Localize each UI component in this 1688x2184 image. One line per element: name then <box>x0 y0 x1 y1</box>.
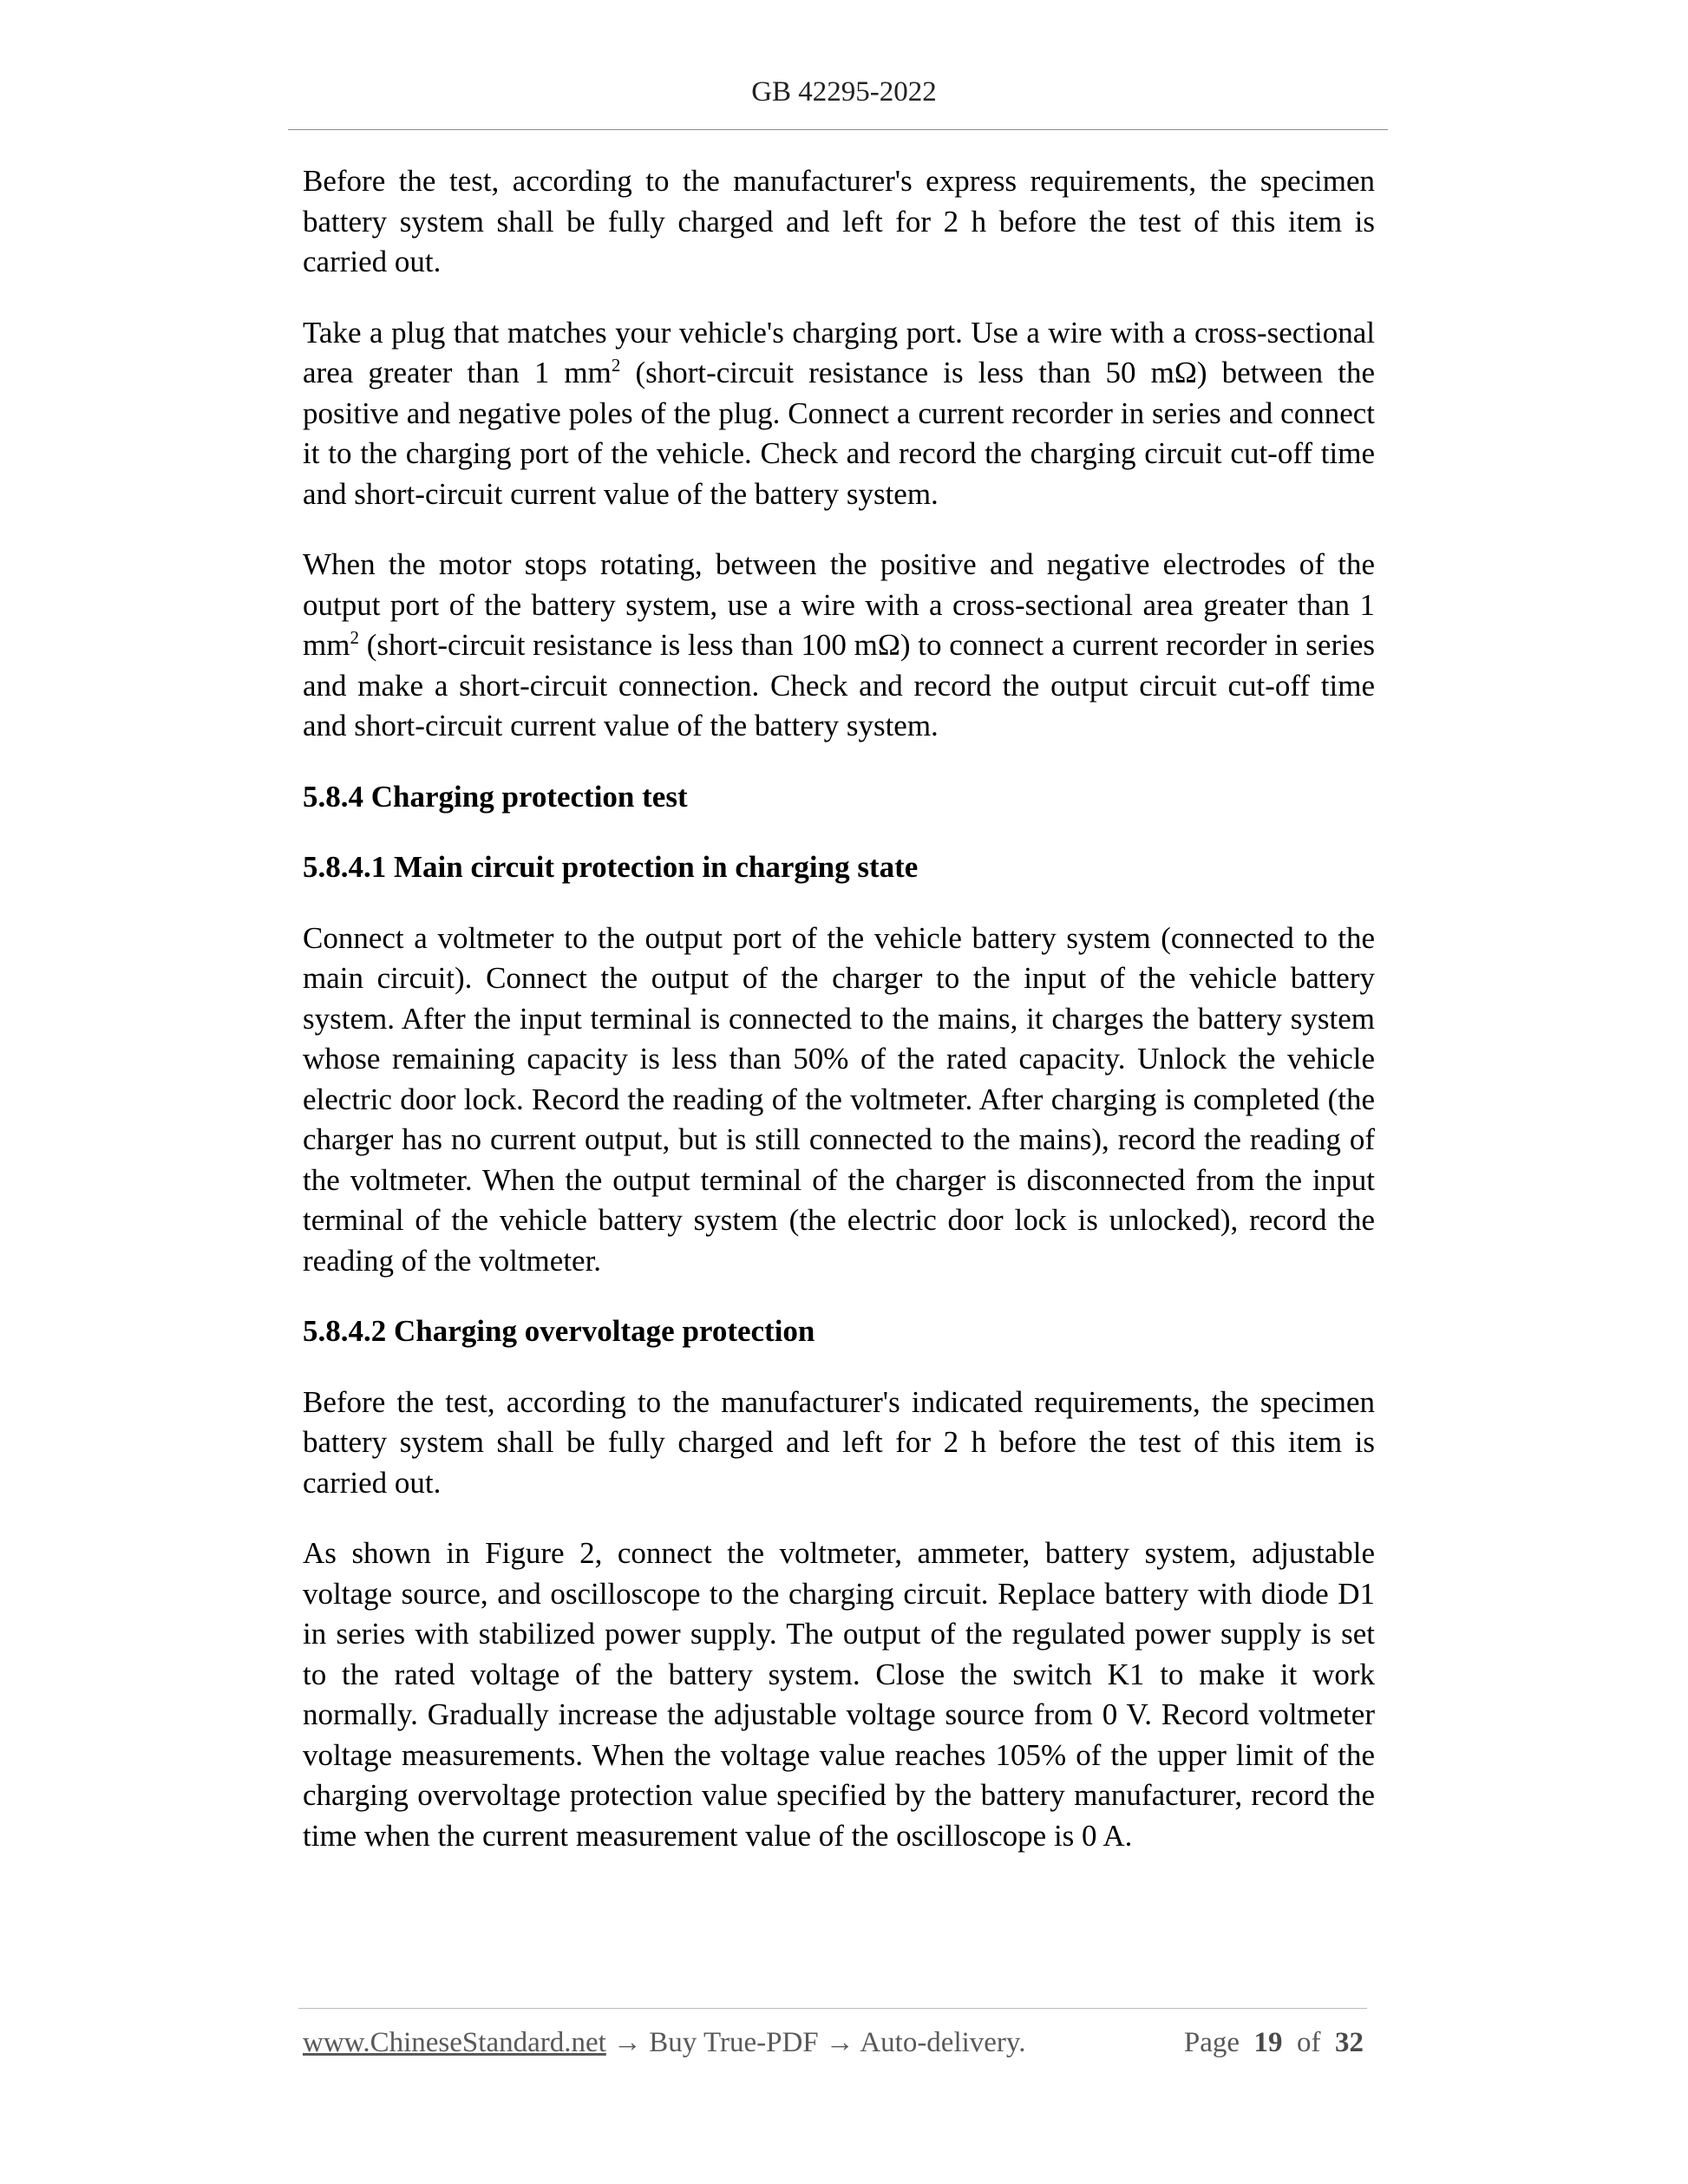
page-content <box>303 161 1375 1886</box>
total-pages: 32 <box>1335 2027 1364 2058</box>
arrow-right-icon: → <box>825 2027 854 2058</box>
buy-pdf-text: Buy True-PDF <box>649 2027 819 2058</box>
document-id: GB 42295-2022 <box>751 76 937 108</box>
document-header <box>0 75 1688 109</box>
arrow-right-icon: → <box>613 2027 643 2058</box>
site-link[interactable]: www.ChineseStandard.net <box>303 2027 606 2058</box>
paragraph-precondition-charge: Before the test, according to the manufacturer's express requirements, the specimen battery system shall be fully charged and left for 2 h before the test of this item is carried out. <box>303 164 1375 278</box>
page-label: Page <box>1183 2027 1240 2058</box>
section-heading-5-8-4: 5.8.4 Charging protection test <box>303 779 688 814</box>
auto-delivery-text: Auto-delivery. <box>860 2027 1026 2058</box>
current-page: 19 <box>1253 2027 1283 2058</box>
section-heading-5-8-4-2: 5.8.4.2 Charging overvoltage protection <box>303 1314 815 1348</box>
paragraph-overvoltage-precondition: Before the test, according to the manufacturer's indicated requirements, the specimen battery system shall be fully charged and left for 2 h before the test of this item is carried out. <box>303 1384 1375 1500</box>
superscript: 2 <box>611 355 621 376</box>
paragraph-output-port-short-circuit: When the motor stops rotating, between the positive and negative electrodes of the output port of the battery system, use a wire with a cross-sectional area greater than 1 $mm^2$ (short-circuit resistance is less than 100 mΩ) to connect a current recorder in series and make a short-circuit connection. Check and record the output circuit cut-off time and short-circuit current value of the battery system. <box>303 547 1375 742</box>
superscript: 2 <box>350 627 359 648</box>
of-label: of <box>1297 2027 1321 2058</box>
footer-links <box>303 2025 1026 2060</box>
section-heading-5-8-4-1: 5.8.4.1 Main circuit protection in charging state <box>303 850 919 884</box>
paragraph-overvoltage-procedure: As shown in Figure 2, connect the voltmeter, ammeter, battery system, adjustable voltage source, and oscilloscope to the charging circuit. Replace battery with diode D1 in series with stabilized power supply. The output of the regulated power supply is set to the rated voltage of the battery system. Close the switch K1 to make it work normally. Gradually increase the adjustable voltage source from 0 V. Record voltmeter voltage measurements. When the voltage value reaches 105% of the upper limit of the charging overvoltage protection value specified by the battery manufacturer, record the time when the current measurement value of the oscilloscope is 0 A. <box>303 1536 1375 1853</box>
footer-divider <box>298 2008 1367 2009</box>
paragraph-main-circuit-protection: Connect a voltmeter to the output port of the vehicle battery system (connected to the main circuit). Connect the output of the charger to the input of the vehicle battery system. After the input terminal is connected to the mains, it charges the battery system whose remaining capacity is less than 50% of the rated capacity. Unlock the vehicle electric door lock. Record the reading of the voltmeter. After charging is completed (the charger has no current output, but is still connected to the mains), record the reading of the voltmeter. When the output terminal of the charger is disconnected from the input terminal of the vehicle battery system (the electric door lock is unlocked), record the reading of the voltmeter. <box>303 920 1375 1278</box>
paragraph-charging-port-short-circuit: Take a plug that matches your vehicle's charging port. Use a wire with a cross-sectional area greater than 1 $mm^2$ (short-circuit resistance is less than 50 mΩ) between the positive and negative poles of the plug. Connect a current recorder in series and connect it to the charging port of the vehicle. Check and record the charging circuit cut-off time and short-circuit current value of the battery system. <box>303 315 1375 511</box>
page-number <box>1184 2025 1364 2060</box>
header-divider <box>288 129 1388 130</box>
